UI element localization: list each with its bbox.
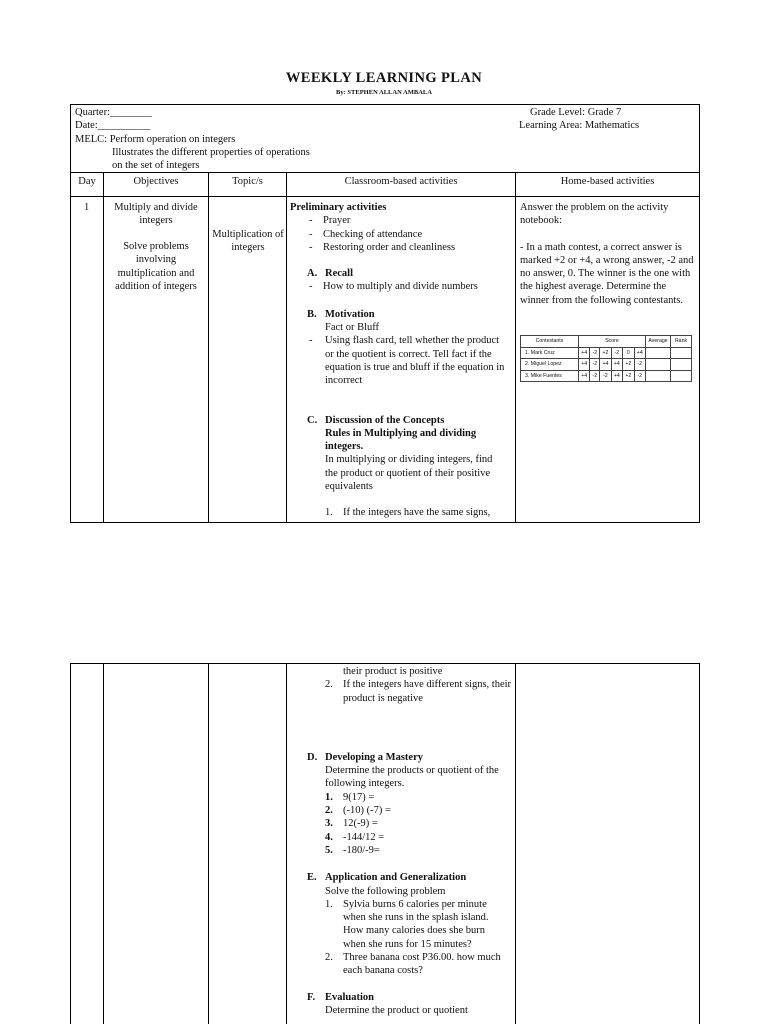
application-text: Solve the following problem bbox=[325, 885, 446, 897]
section-recall: A. Recall bbox=[307, 268, 353, 280]
melc-text: MELC: Perform operation on integers bbox=[75, 134, 236, 145]
preliminary-title: Preliminary activities bbox=[290, 202, 387, 213]
list-item: - How to multiply and divide numbers bbox=[309, 281, 478, 293]
home-activities bbox=[520, 201, 696, 307]
table-header: Contestants bbox=[521, 336, 579, 348]
page-title: WEEKLY LEARNING PLAN bbox=[285, 70, 483, 86]
section-mastery: D. Developing a Mastery bbox=[307, 751, 423, 763]
section-discussion: C. Discussion of the Concepts bbox=[307, 414, 445, 426]
col-header-classroom: Classroom-based activities bbox=[344, 176, 458, 187]
objective-2: Solve problems involving multiplication and addition of integers bbox=[115, 241, 197, 292]
col-header-objectives: Objectives bbox=[133, 176, 179, 187]
list-item: 5. -180/-9= bbox=[325, 844, 380, 856]
contestants-table bbox=[520, 335, 692, 382]
discussion-text: In multiplying or dividing integers, find the product or quotient of their positive equivalents bbox=[325, 454, 493, 493]
quarter-field: Quarter:________ bbox=[75, 107, 152, 118]
day-number: 1 bbox=[84, 202, 90, 213]
evaluation-text: Determine the product or quotient bbox=[325, 1004, 468, 1016]
rule-1-continued: their product is positive bbox=[343, 666, 443, 677]
learning-area: Learning Area: Mathematics bbox=[519, 120, 640, 131]
table-row: 2. Miguel Lopez +4 -2 +4 +4 +2 -2 bbox=[521, 359, 692, 371]
melc-line-2: Illustrates the different properties of operations bbox=[112, 147, 310, 158]
melc-line-3: on the set of integers bbox=[112, 160, 200, 171]
discussion-sub: Rules in Multiplying and dividing integers. bbox=[325, 427, 477, 453]
list-item: 1. Sylvia burns 6 calories per minute when she runs in the splash island. How many calories does she burn when she runs for 15 minutes? bbox=[325, 898, 489, 950]
list-item: 1. 9(17) = bbox=[325, 791, 375, 803]
rule-2: 2. If the integers have different signs, their product is negative bbox=[325, 679, 512, 704]
list-item: 2. Three banana cost P36.00. how much each banana costs? bbox=[325, 952, 501, 977]
home-intro: Answer the problem on the activity notebook: bbox=[520, 202, 669, 227]
section-application: E. Application and Generalization bbox=[307, 872, 467, 884]
table-header: Rank bbox=[671, 336, 692, 348]
list-item: 4. -144/12 = bbox=[325, 831, 385, 843]
classroom-activities-page2 bbox=[290, 665, 512, 1017]
table-row: 3. Mike Fuentes +4 -2 -2 +4 +2 -2 bbox=[521, 370, 692, 382]
date-field: Date:__________ bbox=[75, 120, 151, 131]
topic-text: Multiplication of integers bbox=[212, 229, 284, 254]
col-header-day: Day bbox=[78, 176, 96, 187]
objective-1: Multiply and divide integers bbox=[114, 202, 198, 227]
classroom-activities-page1 bbox=[290, 201, 512, 520]
grade-level: Grade Level: Grade 7 bbox=[530, 107, 622, 118]
table-row: 1. Mark Cruz +4 -2 +2 -2 0 +4 bbox=[521, 347, 692, 359]
list-item: - Restoring order and cleanliness bbox=[309, 241, 456, 253]
list-item: - Checking of attendance bbox=[309, 228, 423, 240]
list-item: - Using flash card, tell whether the product or the quotient is correct. Tell fact if the equation is true and bluff if the equation in incorrect bbox=[309, 335, 505, 387]
rule-1: 1. If the integers have the same signs, bbox=[325, 507, 491, 519]
table-header: Score bbox=[579, 336, 646, 348]
list-item: 2. (-10) (-7) = bbox=[325, 805, 391, 817]
col-header-topics: Topic/s bbox=[232, 176, 263, 187]
list-item: - Prayer bbox=[309, 215, 351, 227]
section-motivation: B. Motivation bbox=[307, 308, 375, 320]
section-evaluation: F. Evaluation bbox=[307, 991, 375, 1003]
motivation-sub: Fact or Bluff bbox=[325, 322, 380, 334]
table-header: Average bbox=[646, 336, 671, 348]
col-header-home: Home-based activities bbox=[560, 176, 655, 187]
mastery-text: Determine the products or quotient of the following integers. bbox=[325, 765, 499, 790]
list-item: 3. 12(-9) = bbox=[325, 818, 378, 830]
author-byline: By: STEPHEN ALLAN AMBALA bbox=[336, 89, 432, 96]
home-problem: - In a math contest, a correct answer is marked +2 or +4, a wrong answer, -2 and no answer, 0. The winner is the one with the highest average. Determine the winner from the following contestants. bbox=[520, 241, 694, 306]
